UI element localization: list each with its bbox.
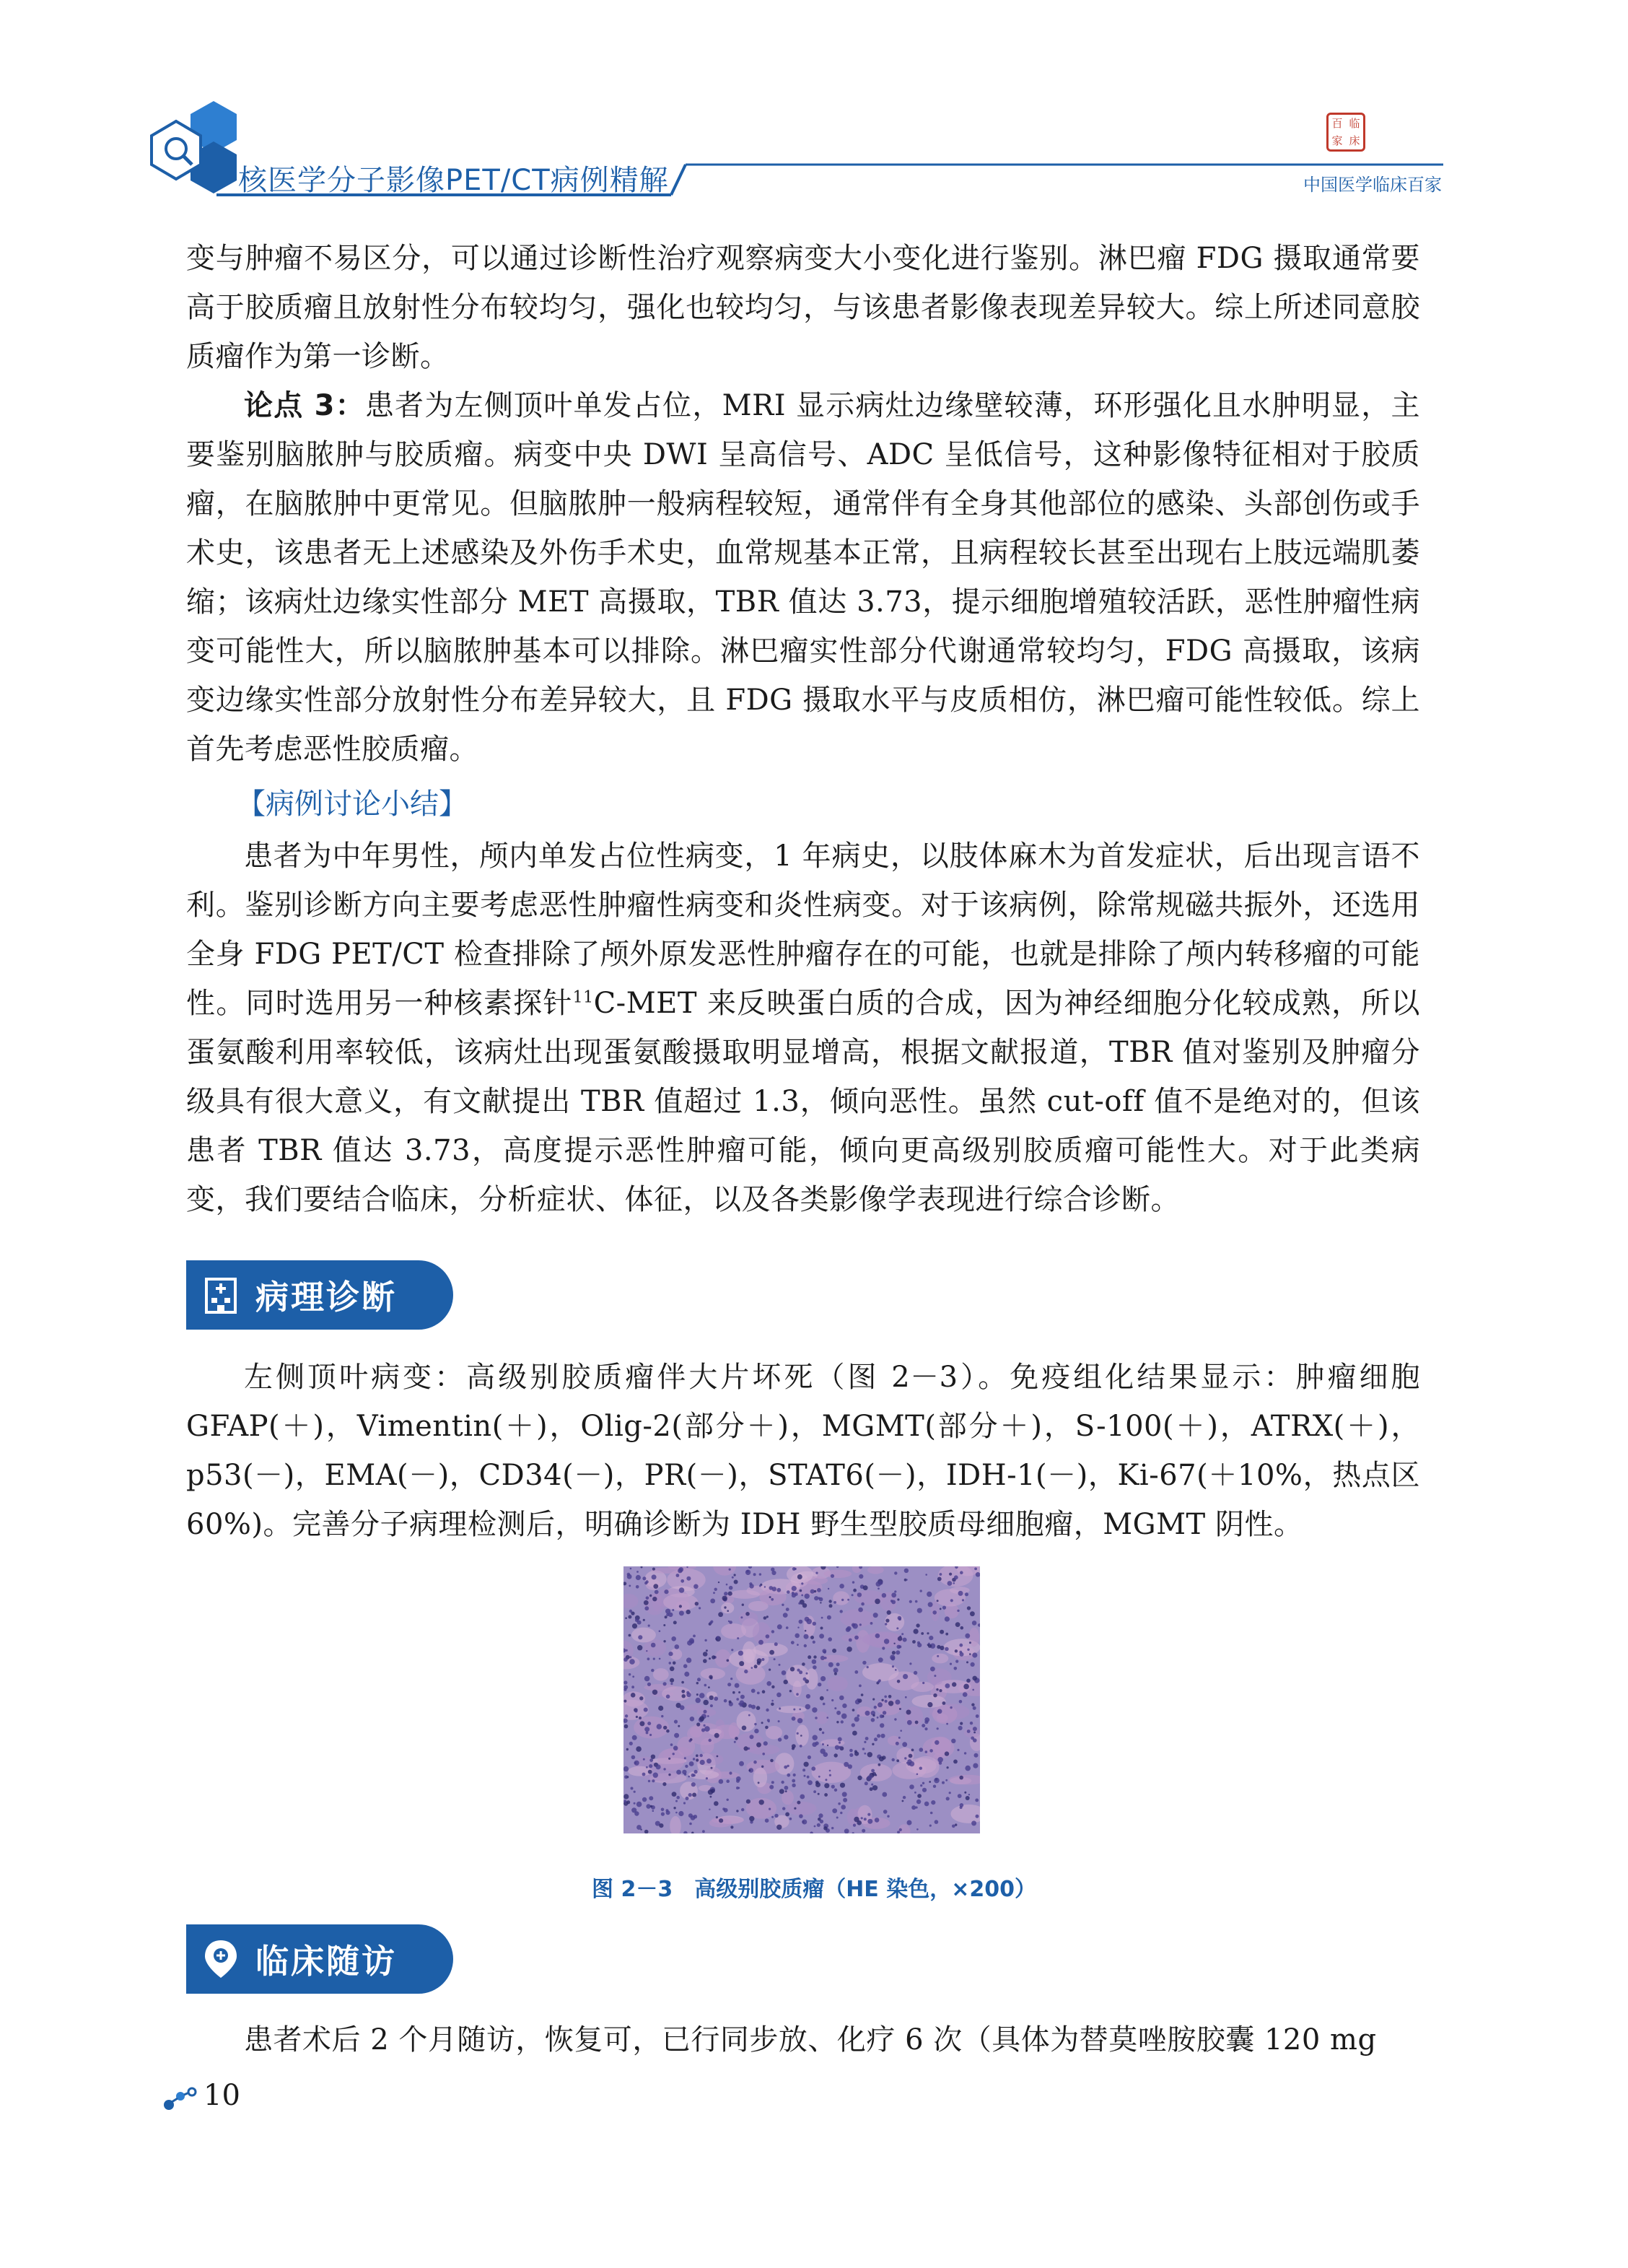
seal-char: 百 bbox=[1331, 117, 1343, 130]
superscript-isotope: 11 bbox=[572, 988, 594, 1007]
seal-char: 床 bbox=[1349, 134, 1360, 147]
pathology-text-block bbox=[186, 1353, 1420, 1549]
hospital-icon bbox=[186, 1260, 255, 1330]
pathology-section-title: 病理诊断 bbox=[255, 1278, 397, 1317]
seal-char: 家 bbox=[1331, 134, 1343, 147]
paragraph: 变与肿瘤不易区分，可以通过诊断性治疗观察病变大小变化进行鉴别。淋巴瘤 FDG 摄取通常要高于胶质瘤且放射性分布较均匀，强化也较均匀，与该患者影像表现差异较大。综上所述同意胶质瘤作为第一诊断。 bbox=[186, 242, 1420, 373]
seal-logo bbox=[1326, 113, 1365, 152]
pathology-paragraph: 左侧顶叶病变：高级别胶质瘤伴大片坏死（图 2－3）。免疫组化结果显示：肿瘤细胞 GFAP(＋)，Vimentin(＋)，Olig-2(部分＋)，MGMT(部分＋)，S-100(＋)，ATRX(＋)，p53(－)，EMA(－)，CD34(－)，PR(－)，STAT6(－)，IDH-1(－)，Ki-67(＋10%，热点区 60%)。完善分子病理检测后，明确诊断为 IDH 野生型胶质母细胞瘤，MGMT 阴性。 bbox=[186, 1361, 1420, 1541]
histology-figure bbox=[623, 1566, 980, 1833]
summary-heading: 【病例讨论小结】 bbox=[237, 788, 468, 821]
followup-section-banner bbox=[186, 1924, 453, 1994]
argument-3-paragraph bbox=[186, 381, 1420, 774]
series-name: 中国医学临床百家 bbox=[1303, 175, 1442, 195]
pathology-section-banner bbox=[186, 1260, 453, 1330]
page-header bbox=[0, 0, 1628, 217]
main-text bbox=[186, 234, 1420, 1224]
figure-caption: 图 2－3 高级别胶质瘤（HE 染色，×200） bbox=[592, 1877, 1036, 1902]
summary-text-part2: C-MET 来反映蛋白质的合成，因为神经细胞分化较成熟，所以蛋氨酸利用率较低，该病灶出现蛋氨酸摄取明显增高，根据文献报道，TBR 值对鉴别及肿瘤分级具有很大意义，有文献提出 TBR 值超过 1.3，倾向恶性。虽然 cut-off 值不是绝对的，但该患者 TBR 值达 3.73，高度提示恶性肿瘤可能，倾向更高级别胶质瘤可能性大。对于此类病变，我们要结合临床，分析症状、体征，以及各类影像学表现进行综合诊断。 bbox=[186, 987, 1421, 1216]
seal-char: 临 bbox=[1349, 117, 1360, 130]
hexagon-magnifier-icon bbox=[152, 121, 201, 179]
summary-paragraph bbox=[186, 832, 1420, 1224]
argument-3-text: 患者为左侧顶叶单发占位，MRI 显示病灶边缘壁较薄，环形强化且水肿明显，主要鉴别脑脓肿与胶质瘤。病变中央 DWI 呈高信号、ADC 呈低信号，这种影像特征相对于胶质瘤，在脑脓肿中更常见。但脑脓肿一般病程较短，通常伴有全身其他部位的感染、头部创伤或手术史，该患者无上述感染及外伤手术史，血常规基本正常，且病程较长甚至出现右上肢远端肌萎缩；该病灶边缘实性部分 MET 高摄取，TBR 值达 3.73，提示细胞增殖较活跃，恶性肿瘤性病变可能性大，所以脑脓肿基本可以排除。淋巴瘤实性部分代谢通常较均匀，FDG 高摄取，该病变边缘实性部分放射性分布差异较大，且 FDG 摄取水平与皮质相仿，淋巴瘤可能性较低。综上首先考虑恶性胶质瘤。 bbox=[186, 389, 1420, 766]
page-number: 10 bbox=[204, 2079, 240, 2112]
followup-text-block bbox=[186, 2015, 1420, 2064]
location-pin-icon bbox=[186, 1924, 255, 1994]
argument-3-label: 论点 3： bbox=[244, 389, 365, 422]
summary-text-part1: 患者为中年男性，颅内单发占位性病变，1 年病史，以肢体麻木为首发症状，后出现言语不利。鉴别诊断方向主要考虑恶性肿瘤性病变和炎性病变。对于该病例，除常规磁共振外，还选用全身 FDG PET/CT 检查排除了颅外原发恶性肿瘤存在的可能，也就是排除了颅内转移瘤的可能性。同时选用另一种核素探针 bbox=[186, 839, 1420, 1020]
book-title: 核医学分子影像PET/CT病例精解 bbox=[238, 164, 669, 197]
molecule-icon bbox=[162, 2085, 199, 2114]
followup-paragraph: 患者术后 2 个月随访，恢复可，已行同步放、化疗 6 次（具体为替莫唑胺胶囊 120 mg bbox=[244, 2023, 1377, 2057]
he-stain-image bbox=[623, 1566, 980, 1833]
followup-section-title: 临床随访 bbox=[255, 1942, 397, 1981]
